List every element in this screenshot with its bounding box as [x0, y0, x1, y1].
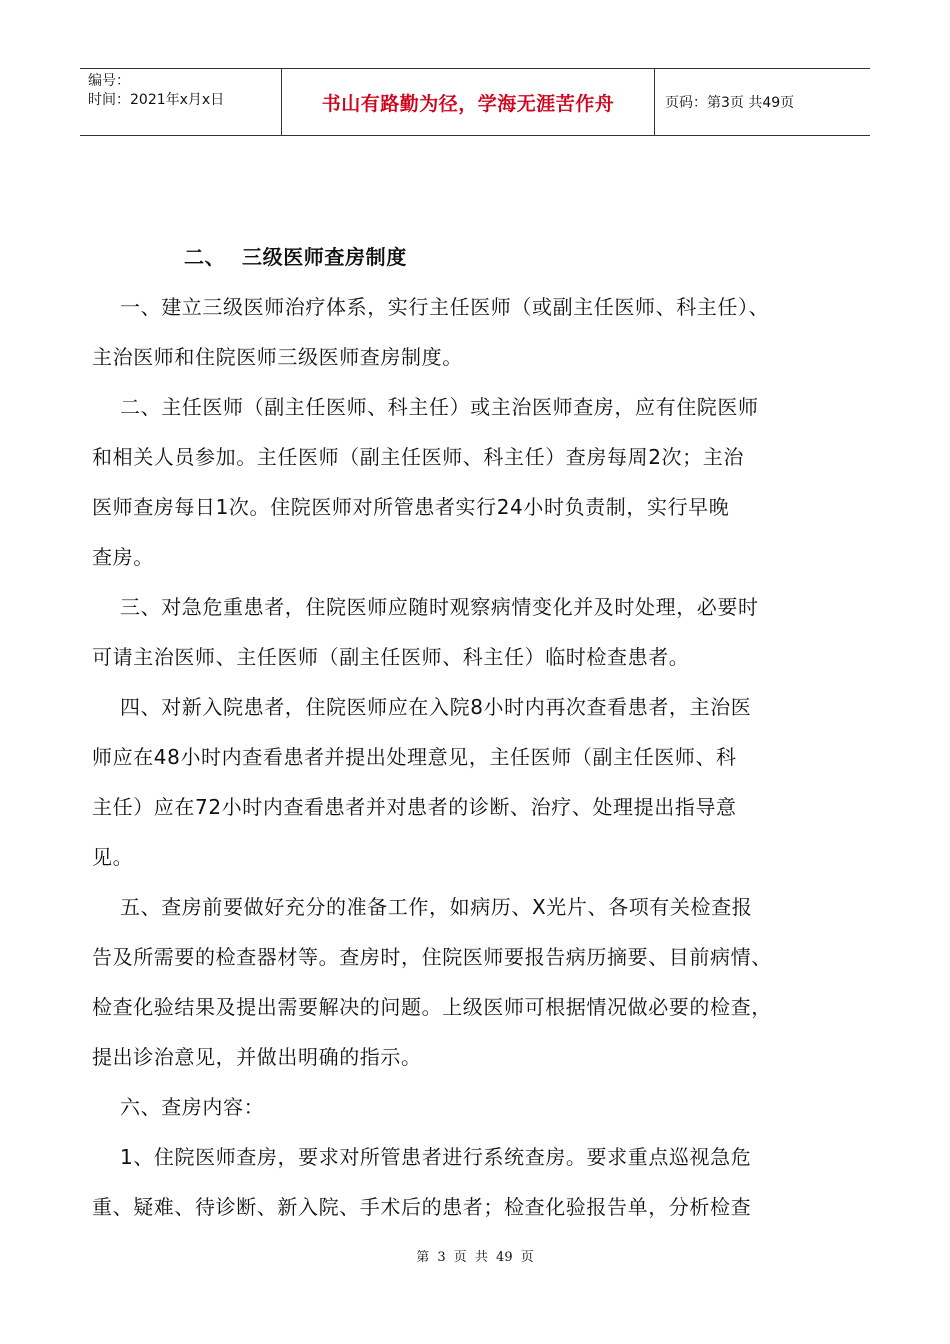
paragraph-line: 一、建立三级医师治疗体系，实行主任医师（或副主任医师、科主任）、 [120, 295, 770, 319]
doc-time-label: 时间：2021年x月x日 [88, 92, 225, 108]
section-title [184, 232, 872, 282]
page-header [80, 68, 870, 136]
section-number: 二、 [184, 245, 226, 269]
header-meta-cell [80, 69, 282, 135]
paragraph-line: 三、对急危重患者，住院医师应随时观察病情变化并及时处理，必要时 [120, 595, 759, 619]
paragraph-line: 提出诊治意见，并做出明确的指示。 [92, 1045, 422, 1069]
paragraph-line: 查房。 [92, 545, 154, 569]
paragraph-line: 六、查房内容： [120, 1095, 265, 1119]
paragraph-line: 和相关人员参加。主任医师（副主任医师、科主任）查房每周2次；主治 [92, 445, 744, 469]
paragraph-line: 1、住院医师查房，要求对所管患者进行系统查房。要求重点巡视急危 [120, 1145, 752, 1169]
paragraph-line: 检查化验结果及提出需要解决的问题。上级医师可根据情况做必要的检查， [92, 995, 772, 1019]
paragraph-line: 二、主任医师（副主任医师、科主任）或主治医师查房，应有住院医师 [120, 395, 759, 419]
paragraph-line: 五、查房前要做好充分的准备工作，如病历、X光片、各项有关检查报 [120, 895, 753, 919]
section-title-text: 三级医师查房制度 [242, 245, 407, 269]
paragraph-line: 可请主治医师、主任医师（副主任医师、科主任）临时检查患者。 [92, 645, 690, 669]
paragraph-line: 师应在48小时内查看患者并提出处理意见，主任医师（副主任医师、科 [92, 745, 737, 769]
doc-number-label: 编号： [88, 73, 130, 89]
paragraph-line: 告及所需要的检查器材等。查房时，住院医师要报告病历摘要、目前病情、 [92, 945, 772, 969]
page-footer: 第 3 页 共 49 页 [416, 1250, 534, 1265]
paragraph-line: 医师查房每日1次。住院医师对所管患者实行24小时负责制，实行早晚 [92, 495, 730, 519]
header-motto: 书山有路勤为径，学海无涯苦作舟 [282, 69, 655, 135]
paragraph-line: 主治医师和住院医师三级医师查房制度。 [92, 345, 463, 369]
paragraph-line: 见。 [92, 845, 134, 869]
document-body [92, 232, 872, 1232]
paragraph-line: 重、疑难、待诊断、新入院、手术后的患者；检查化验报告单，分析检查 [92, 1195, 752, 1219]
paragraph-line: 主任）应在72小时内查看患者并对患者的诊断、治疗、处理提出指导意 [92, 795, 737, 819]
header-page-info: 页码：第3页 共49页 [665, 95, 795, 111]
paragraph-line: 四、对新入院患者，住院医师应在入院8小时内再次查看患者，主治医 [120, 695, 752, 719]
